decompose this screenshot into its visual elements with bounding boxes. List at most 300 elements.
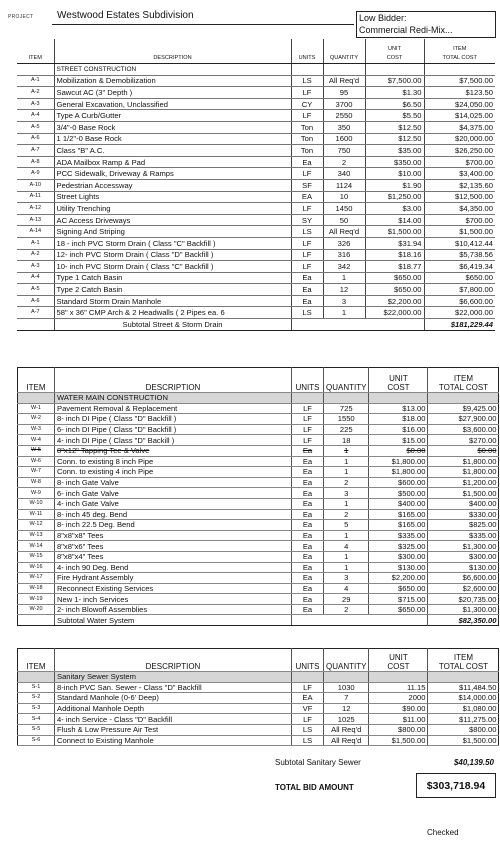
table-row <box>18 724 499 735</box>
item-number: A-11 <box>17 191 54 203</box>
table-row <box>18 703 499 714</box>
item-quantity: 342 <box>323 261 365 273</box>
item-description: Standard Storm Drain Manhole <box>54 295 291 307</box>
item-unit-cost: $325.00 <box>369 541 428 552</box>
subtotal-row <box>17 319 495 331</box>
item-number: W-9 <box>18 488 55 499</box>
item-unit-cost: $16.00 <box>369 424 428 435</box>
item-description: Reconnect Existing Services <box>55 583 292 594</box>
item-description: 6- inch Gate Valve <box>55 488 292 499</box>
item-description: 4- inch Service - Class "D" Backfill <box>55 714 292 725</box>
table-row <box>18 477 499 488</box>
item-quantity: 3 <box>324 573 369 584</box>
item-number: S-5 <box>18 724 55 735</box>
item-number: A-3 <box>17 98 54 110</box>
item-total-cost: $825.00 <box>428 520 499 531</box>
item-description: Utility Trenching <box>54 203 291 215</box>
project-name: Westwood Estates Subdivision <box>57 10 194 21</box>
table-row <box>17 87 495 99</box>
item-units: EA <box>292 693 324 704</box>
table-row <box>18 714 499 725</box>
item-quantity: 95 <box>323 87 365 99</box>
item-unit-cost: $3.00 <box>365 203 424 215</box>
col-units: UNITS <box>292 649 324 672</box>
item-number: S-2 <box>18 693 55 704</box>
item-units: Ea <box>292 488 324 499</box>
col-item-total-line2: TOTAL COST <box>438 662 489 671</box>
item-units: Ea <box>291 272 323 284</box>
item-number: W-20 <box>18 604 55 615</box>
subtotal-spacer <box>292 615 428 626</box>
item-quantity: 725 <box>324 403 369 414</box>
item-total-cost: $0.00 <box>428 445 499 456</box>
item-unit-cost: $650.00 <box>369 583 428 594</box>
item-units: Ea <box>292 477 324 488</box>
item-unit-cost: $90.00 <box>369 703 428 714</box>
item-total-cost: $1,800.00 <box>428 456 499 467</box>
item-units: Ea <box>291 156 323 168</box>
table-row <box>18 509 499 520</box>
table-row <box>17 272 495 284</box>
table-row <box>18 551 499 562</box>
item-unit-cost: $650.00 <box>365 272 424 284</box>
item-description: General Excavation, Unclassified <box>54 98 291 110</box>
item-description: Street Lights <box>54 191 291 203</box>
item-total-cost: $10,412.44 <box>424 237 495 249</box>
item-total-cost: $1,300.00 <box>428 541 499 552</box>
item-number: W-14 <box>18 541 55 552</box>
item-units: Ea <box>292 520 324 531</box>
item-number: W-12 <box>18 520 55 531</box>
item-description: 8"x8"x6" Tees <box>55 541 292 552</box>
item-description: Mobilization & Demobilization <box>54 75 291 87</box>
item-total-cost: $1,500.00 <box>424 226 495 238</box>
table-row <box>18 445 499 456</box>
total-bid-label: TOTAL BID AMOUNT <box>275 783 354 792</box>
item-quantity: 3 <box>323 295 365 307</box>
item-total-cost: $22,000.00 <box>424 307 495 319</box>
item-units: LF <box>292 714 324 725</box>
item-number: W-3 <box>18 424 55 435</box>
item-unit-cost: $335.00 <box>369 530 428 541</box>
item-total-cost: $400.00 <box>428 498 499 509</box>
item-number: S-4 <box>18 714 55 725</box>
item-number: A-6 <box>17 133 54 145</box>
item-quantity: 1 <box>324 445 369 456</box>
item-total-cost: $5,738.56 <box>424 249 495 261</box>
item-total-cost: $1,300.00 <box>428 604 499 615</box>
item-unit-cost: $11.00 <box>369 714 428 725</box>
table-row <box>17 307 495 319</box>
item-quantity: 3700 <box>323 98 365 110</box>
col-item: ITEM <box>18 649 55 672</box>
item-units: LF <box>292 435 324 446</box>
item-description: Signing And Striping <box>54 226 291 238</box>
item-units: LS <box>291 307 323 319</box>
item-number: W-18 <box>18 583 55 594</box>
col-units: UNITS <box>292 368 324 393</box>
item-quantity: 4 <box>324 583 369 594</box>
table-row <box>17 203 495 215</box>
item-number: W-4 <box>18 435 55 446</box>
item-total-cost: $123.50 <box>424 87 495 99</box>
table-row <box>18 693 499 704</box>
item-total-cost: $7,800.00 <box>424 284 495 296</box>
item-description: Additional Manhole Depth <box>55 703 292 714</box>
item-unit-cost: $350.00 <box>365 156 424 168</box>
item-unit-cost: $13.00 <box>369 403 428 414</box>
item-description: 2- inch Blowoff Assemblies <box>55 604 292 615</box>
item-total-cost: $1,080.00 <box>428 703 499 714</box>
item-unit-cost: $650.00 <box>369 604 428 615</box>
col-item: ITEM <box>17 39 54 64</box>
col-unit-cost-line1: UNIT <box>389 374 408 383</box>
item-units: LF <box>292 682 324 693</box>
table-row <box>17 295 495 307</box>
item-quantity: 1 <box>323 272 365 284</box>
table-row <box>17 156 495 168</box>
table-row <box>18 594 499 605</box>
item-description: 8- inch DI Pipe ( Class "D" Backfill ) <box>55 414 292 425</box>
table-row <box>18 403 499 414</box>
item-description: Connect to Existing Manhole <box>55 735 292 746</box>
item-quantity: 750 <box>323 145 365 157</box>
item-description: 8- inch Gate Valve <box>55 477 292 488</box>
item-quantity: 12 <box>324 703 369 714</box>
item-unit-cost: $600.00 <box>369 477 428 488</box>
item-number: W-17 <box>18 573 55 584</box>
item-description: Flush & Low Pressure Air Test <box>55 724 292 735</box>
item-unit-cost: $715.00 <box>369 594 428 605</box>
item-quantity: 1030 <box>324 682 369 693</box>
item-total-cost: $270.00 <box>428 435 499 446</box>
item-number: A-14 <box>17 226 54 238</box>
item-units: Ea <box>291 284 323 296</box>
checked-label: Checked <box>427 828 459 837</box>
table-row <box>17 237 495 249</box>
item-unit-cost: $800.00 <box>369 724 428 735</box>
item-total-cost: $300.00 <box>428 551 499 562</box>
item-description: 58" x 36" CMP Arch & 2 Headwalls ( 2 Pipes ea. 6 <box>54 307 291 319</box>
item-description: 10- inch PVC Storm Drain ( Class "C" Backfill ) <box>54 261 291 273</box>
item-units: LS <box>291 75 323 87</box>
item-total-cost: $14,025.00 <box>424 110 495 122</box>
table-row <box>18 541 499 552</box>
item-number: A-3 <box>17 261 54 273</box>
item-units: Ea <box>292 445 324 456</box>
item-unit-cost: $10.00 <box>365 168 424 180</box>
item-total-cost: $11,484.50 <box>428 682 499 693</box>
street-table <box>17 39 495 331</box>
item-unit-cost: $18.16 <box>365 249 424 261</box>
low-bidder-label: Low Bidder: <box>359 13 407 23</box>
subtotal-spacer <box>17 319 54 331</box>
subtotal-row <box>18 615 499 626</box>
low-bidder-box <box>356 11 496 38</box>
item-description: Sawcut AC (3" Depth ) <box>54 87 291 99</box>
col-item: ITEM <box>18 368 55 393</box>
item-total-cost: $6,600.00 <box>428 573 499 584</box>
item-quantity: 316 <box>323 249 365 261</box>
item-units: LS <box>292 735 324 746</box>
item-units: LF <box>291 261 323 273</box>
item-number: W-5 <box>18 445 55 456</box>
item-quantity: 225 <box>324 424 369 435</box>
item-description: Type 1 Catch Basin <box>54 272 291 284</box>
item-units: Ton <box>291 133 323 145</box>
item-number: W-15 <box>18 551 55 562</box>
col-item-total-line2: TOTAL COST <box>442 55 477 61</box>
item-unit-cost: $35.00 <box>365 145 424 157</box>
item-description: Pavement Removal & Replacement <box>55 403 292 414</box>
subtotal-label: Subtotal Street & Storm Drain <box>54 319 291 331</box>
item-unit-cost: $18.77 <box>365 261 424 273</box>
col-unit-cost-line1: UNIT <box>389 653 408 662</box>
item-description: 6- inch DI Pipe ( Class "D" Backfill ) <box>55 424 292 435</box>
item-total-cost: $14,000.00 <box>428 693 499 704</box>
item-quantity: 2550 <box>323 110 365 122</box>
table-row <box>17 191 495 203</box>
item-units: Ea <box>292 456 324 467</box>
item-total-cost: $24,050.00 <box>424 98 495 110</box>
col-unit-cost-line1: UNIT <box>387 46 402 52</box>
street-section-row <box>17 64 495 76</box>
item-unit-cost: $22,000.00 <box>365 307 424 319</box>
col-item-total-line1: ITEM <box>453 374 473 383</box>
item-units: LF <box>291 168 323 180</box>
low-bidder-name: Commercial Redi-Mix... <box>359 25 453 35</box>
item-description: AC Access Driveways <box>54 214 291 226</box>
item-units: Ea <box>292 562 324 573</box>
item-quantity: 1025 <box>324 714 369 725</box>
col-unit-cost <box>369 649 428 672</box>
item-description: Standard Manhole (0-6' Deep) <box>55 693 292 704</box>
col-unit-cost <box>369 368 428 393</box>
item-number: A-10 <box>17 179 54 191</box>
item-unit-cost: 2000 <box>369 693 428 704</box>
item-number: W-7 <box>18 467 55 478</box>
item-number: A-8 <box>17 156 54 168</box>
item-total-cost: $130.00 <box>428 562 499 573</box>
item-unit-cost: $2,200.00 <box>369 573 428 584</box>
col-description: DESCRIPTION <box>55 368 292 393</box>
item-total-cost: $3,600.00 <box>428 424 499 435</box>
item-number: A-1 <box>17 237 54 249</box>
item-unit-cost: $400.00 <box>369 498 428 509</box>
item-description: Type A Curb/Gutter <box>54 110 291 122</box>
col-quantity: QUANTITY <box>324 368 369 393</box>
item-units: SY <box>291 214 323 226</box>
item-units: EA <box>291 191 323 203</box>
table-row <box>18 488 499 499</box>
item-total-cost: $6,419.34 <box>424 261 495 273</box>
col-unit-cost-line2: COST <box>387 383 410 392</box>
item-units: Ea <box>292 467 324 478</box>
item-description: 12- inch PVC Storm Drain ( Class "D" Backfill ) <box>54 249 291 261</box>
table-row <box>17 121 495 133</box>
item-number: A-7 <box>17 307 54 319</box>
item-quantity: 1124 <box>323 179 365 191</box>
table-row <box>17 75 495 87</box>
item-total-cost: $1,500.00 <box>428 735 499 746</box>
item-units: LF <box>292 414 324 425</box>
item-description: Conn. to existing 8 inch Pipe <box>55 456 292 467</box>
item-units: Ea <box>292 530 324 541</box>
item-quantity: All Req'd <box>323 226 365 238</box>
item-number: S-3 <box>18 703 55 714</box>
item-quantity: 1450 <box>323 203 365 215</box>
item-unit-cost: $500.00 <box>369 488 428 499</box>
table-row <box>18 604 499 615</box>
item-total-cost: $27,900.00 <box>428 414 499 425</box>
item-description: 8-inch PVC San. Sewer - Class "D" Backfill <box>55 682 292 693</box>
item-units: LF <box>292 403 324 414</box>
item-total-cost: $1,500.00 <box>428 488 499 499</box>
item-total-cost: $11,275.00 <box>428 714 499 725</box>
item-unit-cost: $650.00 <box>365 284 424 296</box>
total-bid-value: $303,718.94 <box>416 773 496 798</box>
item-quantity: 4 <box>324 541 369 552</box>
item-units: LS <box>291 226 323 238</box>
item-description: 8- inch 45 deg. Bend <box>55 509 292 520</box>
item-unit-cost: $1,800.00 <box>369 456 428 467</box>
item-description: 4- inch Gate Valve <box>55 498 292 509</box>
item-quantity: 326 <box>323 237 365 249</box>
item-total-cost: $700.00 <box>424 156 495 168</box>
item-unit-cost: $1.30 <box>365 87 424 99</box>
item-number: W-10 <box>18 498 55 509</box>
item-quantity: 3 <box>324 488 369 499</box>
col-unit-cost-line2: COST <box>387 662 410 671</box>
item-unit-cost: $12.50 <box>365 133 424 145</box>
item-number: W-8 <box>18 477 55 488</box>
item-quantity: 350 <box>323 121 365 133</box>
item-quantity: 1 <box>324 467 369 478</box>
col-unit-cost <box>365 39 424 64</box>
item-unit-cost: $12.50 <box>365 121 424 133</box>
item-number: W-2 <box>18 414 55 425</box>
item-quantity: 10 <box>323 191 365 203</box>
item-quantity: 2 <box>324 604 369 615</box>
table-row <box>18 414 499 425</box>
table-row <box>18 682 499 693</box>
item-description: Type 2 Catch Basin <box>54 284 291 296</box>
item-units: VF <box>292 703 324 714</box>
item-quantity: 1 <box>323 307 365 319</box>
col-units: UNITS <box>291 39 323 64</box>
col-item-total-line1: ITEM <box>453 46 467 52</box>
table-row <box>18 456 499 467</box>
item-total-cost: $2,600.00 <box>428 583 499 594</box>
item-number: A-2 <box>17 249 54 261</box>
item-number: A-2 <box>17 87 54 99</box>
item-units: LS <box>292 724 324 735</box>
item-unit-cost: $130.00 <box>369 562 428 573</box>
item-total-cost: $4,350.00 <box>424 203 495 215</box>
item-unit-cost: $18.00 <box>369 414 428 425</box>
item-description: Fire Hydrant Assembly <box>55 573 292 584</box>
item-units: Ea <box>292 509 324 520</box>
item-description: New 1- inch Services <box>55 594 292 605</box>
item-description: Pedestrian Accessway <box>54 179 291 191</box>
subtotal-spacer <box>291 319 424 331</box>
col-item-total <box>428 649 499 672</box>
item-unit-cost: $1,250.00 <box>365 191 424 203</box>
item-description: Class "B" A.C. <box>54 145 291 157</box>
item-units: Ea <box>292 498 324 509</box>
item-description: 8"x8"x4" Tees <box>55 551 292 562</box>
table-row <box>18 520 499 531</box>
table-row <box>17 168 495 180</box>
item-description: 8"x8"x8" Tees <box>55 530 292 541</box>
item-quantity: 1 <box>324 562 369 573</box>
col-description: DESCRIPTION <box>54 39 291 64</box>
item-number: A-12 <box>17 203 54 215</box>
item-unit-cost: $0.00 <box>369 445 428 456</box>
table-row <box>17 98 495 110</box>
table-row <box>17 261 495 273</box>
item-total-cost: $9,425.00 <box>428 403 499 414</box>
item-total-cost: $4,375.00 <box>424 121 495 133</box>
item-units: Ea <box>292 604 324 615</box>
item-total-cost: $7,500.00 <box>424 75 495 87</box>
item-quantity: 29 <box>324 594 369 605</box>
item-number: A-4 <box>17 272 54 284</box>
table-row <box>17 214 495 226</box>
street-section-name: STREET CONSTRUCTION <box>54 64 291 76</box>
item-number: A-9 <box>17 168 54 180</box>
item-quantity: 1550 <box>324 414 369 425</box>
item-number: W-1 <box>18 403 55 414</box>
item-unit-cost: $15.00 <box>369 435 428 446</box>
item-units: LF <box>292 424 324 435</box>
item-unit-cost: $165.00 <box>369 520 428 531</box>
item-unit-cost: $1,800.00 <box>369 467 428 478</box>
item-total-cost: $1,200.00 <box>428 477 499 488</box>
table-row <box>17 145 495 157</box>
item-units: LF <box>291 203 323 215</box>
sanitary-section-name: Sanitary Sewer System <box>55 672 292 683</box>
item-total-cost: $650.00 <box>424 272 495 284</box>
table-row <box>18 435 499 446</box>
item-units: Ea <box>291 295 323 307</box>
sanitary-subtotal-value: $40,139.50 <box>453 758 494 767</box>
table-row <box>18 498 499 509</box>
item-units: Ea <box>292 594 324 605</box>
item-unit-cost: $1,500.00 <box>365 226 424 238</box>
item-total-cost: $20,735.00 <box>428 594 499 605</box>
subtotal-value: $82,350.00 <box>428 615 499 626</box>
item-number: W-16 <box>18 562 55 573</box>
item-description: 18 - inch PVC Storm Drain ( Class "C" Backfill ) <box>54 237 291 249</box>
item-total-cost: $700.00 <box>424 214 495 226</box>
col-unit-cost-line2: COST <box>386 55 403 61</box>
col-quantity: QUANTITY <box>323 39 365 64</box>
table-row <box>18 562 499 573</box>
water-section-name: WATER MAIN CONSTRUCTION <box>55 393 292 404</box>
item-number: W-11 <box>18 509 55 520</box>
item-unit-cost: $165.00 <box>369 509 428 520</box>
item-unit-cost: $300.00 <box>369 551 428 562</box>
table-row <box>17 249 495 261</box>
item-quantity: 1 <box>324 551 369 562</box>
col-item-total-line2: TOTAL COST <box>438 383 489 392</box>
table-row <box>18 735 499 746</box>
subtotal-label: Subtotal Water System <box>55 615 292 626</box>
item-description: PCC Sidewalk, Driveway & Ramps <box>54 168 291 180</box>
item-quantity: All Req'd <box>323 75 365 87</box>
item-units: LF <box>291 237 323 249</box>
